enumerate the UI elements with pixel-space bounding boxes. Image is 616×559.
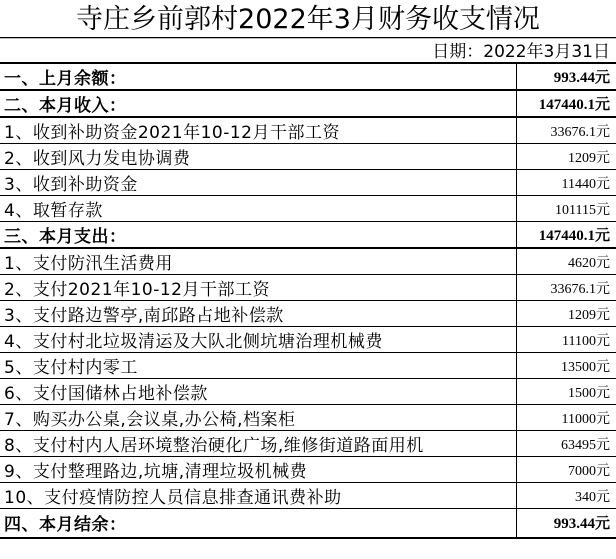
row-description: 6、支付国储林占地补偿款 [0, 379, 516, 405]
line-item-row [0, 275, 616, 301]
row-amount: 147440.1元 [516, 90, 616, 117]
row-amount: 1209元 [516, 144, 616, 170]
row-amount: 1209元 [516, 301, 616, 327]
row-amount: 993.44元 [516, 64, 616, 90]
row-amount: 11000元 [516, 405, 616, 431]
line-item-row [0, 405, 616, 431]
row-amount: 11440元 [516, 170, 616, 196]
row-amount: 13500元 [516, 353, 616, 379]
row-description: 二、本月收入： [0, 90, 516, 117]
row-description: 5、支付村内零工 [0, 353, 516, 379]
line-item-row [0, 431, 616, 457]
line-item-row [0, 379, 616, 405]
line-item-row [0, 301, 616, 327]
row-amount: 993.44元 [516, 509, 616, 538]
row-amount: 11100元 [516, 327, 616, 353]
section-row [0, 222, 616, 249]
row-amount: 7000元 [516, 457, 616, 483]
row-amount: 63495元 [516, 431, 616, 457]
line-item-row [0, 144, 616, 170]
row-description: 4、支付村北垃圾清运及大队北侧坑塘治理机械费 [0, 327, 516, 353]
row-description: 1、收到补助资金2021年10-12月干部工资 [0, 117, 516, 144]
section-row [0, 90, 616, 117]
line-item-row [0, 327, 616, 353]
row-description: 四、本月结余： [0, 509, 516, 538]
row-amount: 33676.1元 [516, 275, 616, 301]
section-row [0, 509, 616, 538]
line-item-row [0, 170, 616, 196]
finance-table [0, 64, 616, 539]
row-amount: 33676.1元 [516, 117, 616, 144]
row-amount: 340元 [516, 483, 616, 509]
row-description: 2、收到风力发电协调费 [0, 144, 516, 170]
line-item-row [0, 457, 616, 483]
row-amount: 147440.1元 [516, 222, 616, 249]
row-description: 3、收到补助资金 [0, 170, 516, 196]
line-item-row [0, 483, 616, 509]
row-description: 4、取暂存款 [0, 196, 516, 222]
row-amount: 1500元 [516, 379, 616, 405]
line-item-row [0, 248, 616, 275]
line-item-row [0, 196, 616, 222]
row-description: 7、购买办公桌,会议桌,办公椅,档案柜 [0, 405, 516, 431]
row-description: 1、支付防汛生活费用 [0, 248, 516, 275]
row-amount: 101115元 [516, 196, 616, 222]
row-description: 一、上月余额： [0, 64, 516, 90]
row-description: 10、支付疫情防控人员信息排查通讯费补助 [0, 483, 516, 509]
row-description: 3、支付路边警亭,南邱路占地补偿款 [0, 301, 516, 327]
page-title: 寺庄乡前郭村2022年3月财务收支情况 [0, 0, 616, 38]
row-description: 三、本月支出： [0, 222, 516, 249]
row-description: 9、支付整理路边,坑塘,清理垃圾机械费 [0, 457, 516, 483]
report-date: 日期：2022年3月31日 [0, 38, 616, 64]
row-description: 8、支付村内人居环境整治硬化广场,维修街道路面用机 [0, 431, 516, 457]
line-item-row [0, 353, 616, 379]
section-row [0, 64, 616, 90]
line-item-row [0, 117, 616, 144]
row-description: 2、支付2021年10-12月干部工资 [0, 275, 516, 301]
row-amount: 4620元 [516, 248, 616, 275]
